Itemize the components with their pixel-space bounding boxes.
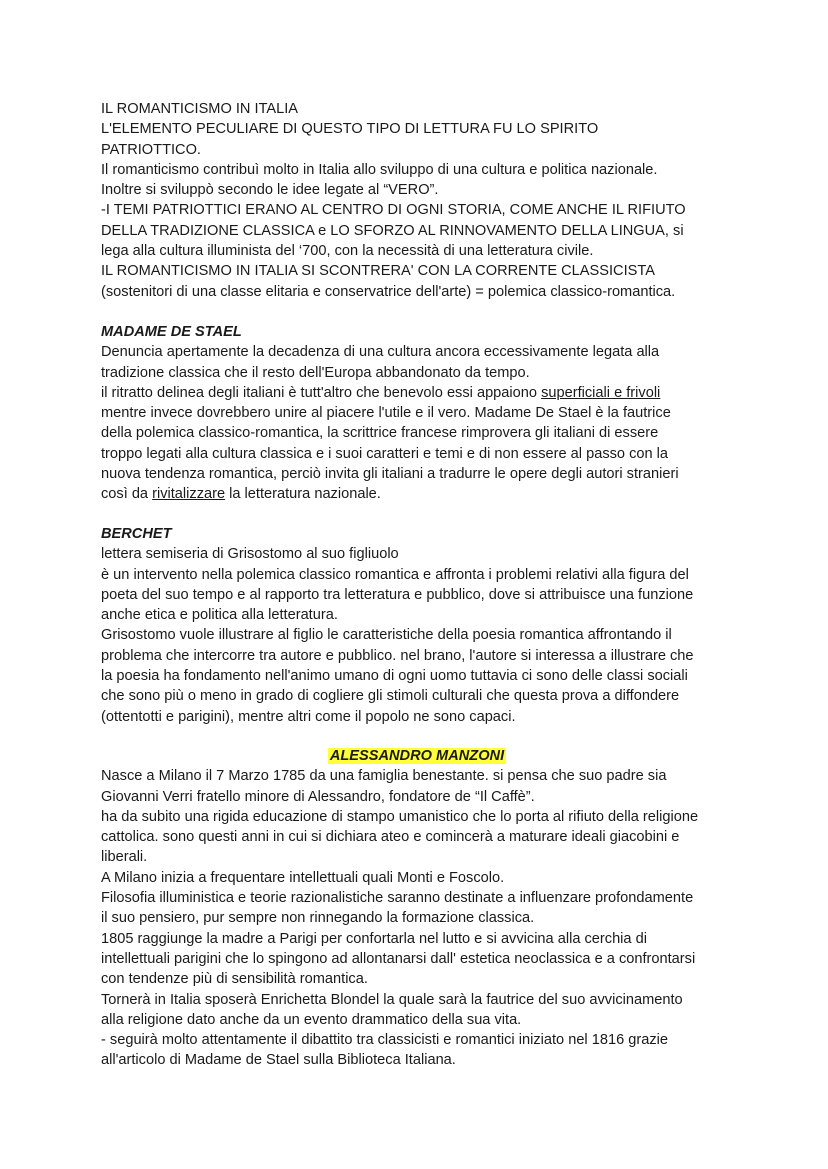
manzoni-line: all'articolo di Madame de Stael sulla Biblioteca Italiana. — [101, 1052, 456, 1069]
stael-heading: MADAME DE STAEL — [101, 324, 242, 340]
manzoni-line: Nasce a Milano il 7 Marzo 1785 da una famiglia benestante. si pensa che suo padre sia — [101, 768, 667, 785]
manzoni-line: con tendenze più di sensibilità romantica. — [101, 971, 368, 988]
berchet-heading: BERCHET — [101, 526, 172, 542]
stael-line — [101, 383, 733, 403]
berchet-line: la poesia ha fondamento nell'animo umano di ogni uomo tuttavia ci sono delle classi sociali — [101, 668, 688, 685]
intro-line: lega alla cultura illuminista del ‘700, con la necessità di una letteratura civile. — [101, 243, 594, 260]
berchet-line: è un intervento nella polemica classico romantica e affronta i problemi relativi alla figura del — [101, 566, 689, 583]
manzoni-line: 1805 raggiunge la madre a Parigi per confortarla nel lutto e si avvicina alla cerchia di — [101, 930, 647, 947]
intro-line: IL ROMANTICISMO IN ITALIA SI SCONTRERA' CON LA CORRENTE CLASSICISTA — [101, 263, 655, 280]
underlined-phrase: superficiali e frivoli — [541, 384, 661, 401]
manzoni-line: liberali. — [101, 849, 148, 866]
underlined-word: rivitalizzare — [152, 486, 226, 503]
manzoni-section — [101, 746, 733, 1071]
berchet-line: anche etica e politica alla letteratura. — [101, 607, 338, 624]
manzoni-line: Filosofia illuministica e teorie razionalistiche saranno destinate a influenzare profondamente — [101, 890, 694, 907]
manzoni-line: ha da subito una rigida educazione di stampo umanistico che lo porta al rifiuto della religione — [101, 808, 699, 825]
stael-line — [101, 484, 733, 504]
manzoni-line: alla religione dato anche da un evento drammatico della sua vita. — [101, 1011, 522, 1028]
intro-line: Inoltre si sviluppò secondo le idee legate al “VERO”. — [101, 182, 439, 199]
intro-section — [101, 99, 733, 302]
berchet-line: poeta del suo tempo e al rapporto tra letteratura e pubblico, dove si attribuisce una funzione — [101, 586, 694, 603]
stael-line: troppo legati alla cultura classica e i suoi caratteri e temi e di non essere al passo con la — [101, 445, 669, 462]
manzoni-line: cattolica. sono questi anni in cui si dichiara ateo e comincerà a maturare ideali giacobini e — [101, 829, 680, 846]
intro-line: DELLA TRADIZIONE CLASSICA e LO SFORZO AL RINNOVAMENTO DELLA LINGUA, si — [101, 222, 684, 239]
manzoni-line: Tornerà in Italia sposerà Enrichetta Blondel la quale sarà la fautrice del suo avvicinamento — [101, 991, 683, 1008]
berchet-section — [101, 524, 733, 727]
manzoni-line: intellettuali parigini che lo spingono ad allontanarsi dall' estetica neoclassica e a confrontarsi — [101, 950, 696, 967]
stael-line-text: così da — [101, 486, 153, 503]
manzoni-heading-row — [101, 746, 733, 766]
intro-line: IL ROMANTICISMO IN ITALIA — [101, 101, 299, 117]
intro-line: -I TEMI PATRIOTTICI ERANO AL CENTRO DI OGNI STORIA, COME ANCHE IL RIFIUTO — [101, 202, 686, 219]
berchet-line: che sono più o meno in grado di cogliere gli stimoli culturali che questa prova a diffondere — [101, 688, 680, 705]
intro-line: (sostenitori di una classe elitaria e conservatrice dell'arte) = polemica classico-romantica. — [101, 283, 676, 300]
stael-line-text: la letteratura nazionale. — [225, 486, 381, 503]
berchet-line: (ottentotti e parigini), mentre altri come il popolo ne sono capaci. — [101, 708, 516, 725]
berchet-line: Grisostomo vuole illustrare al figlio le caratteristiche della poesia romantica affrontando il — [101, 627, 672, 644]
intro-line: PATRIOTTICO. — [101, 141, 201, 158]
stael-line: nuova tendenza romantica, perciò invita gli italiani a tradurre le opere degli autori stranieri — [101, 466, 679, 483]
berchet-line: problema che intercorre tra autore e pubblico. nel brano, l'autore si interessa a illustrare che — [101, 647, 694, 664]
intro-line: Il romanticismo contribuì molto in Italia allo sviluppo di una cultura e politica nazionale. — [101, 161, 658, 178]
manzoni-line: Giovanni Verri fratello minore di Alessandro, fondatore de “Il Caffè”. — [101, 788, 535, 805]
manzoni-heading: ALESSANDRO MANZONI — [329, 748, 505, 764]
stael-line: mentre invece dovrebbero unire al piacere l'utile e il vero. Madame De Stael è la fautrice — [101, 405, 671, 422]
stael-line-text: il ritratto delinea degli italiani è tutt'altro che benevolo essi appaiono — [101, 384, 542, 401]
stael-line: Denuncia apertamente la decadenza di una cultura ancora eccessivamente legata alla — [101, 344, 660, 361]
stael-line: tradizione classica che il resto dell'Europa abbandonato da tempo. — [101, 364, 530, 381]
intro-line: L'ELEMENTO PECULIARE DI QUESTO TIPO DI LETTURA FU LO SPIRITO — [101, 121, 599, 138]
stael-line: della polemica classico-romantica, la scrittrice francese rimprovera gli italiani di essere — [101, 425, 659, 442]
manzoni-line: A Milano inizia a frequentare intellettuali quali Monti e Foscolo. — [101, 869, 505, 886]
manzoni-line: - seguirà molto attentamente il dibattito tra classicisti e romantici iniziato nel 1816 grazie — [101, 1032, 668, 1049]
manzoni-line: il suo pensiero, pur sempre non rinnegando la formazione classica. — [101, 910, 535, 927]
berchet-line: lettera semiseria di Grisostomo al suo figliuolo — [101, 546, 399, 563]
stael-section — [101, 322, 733, 505]
